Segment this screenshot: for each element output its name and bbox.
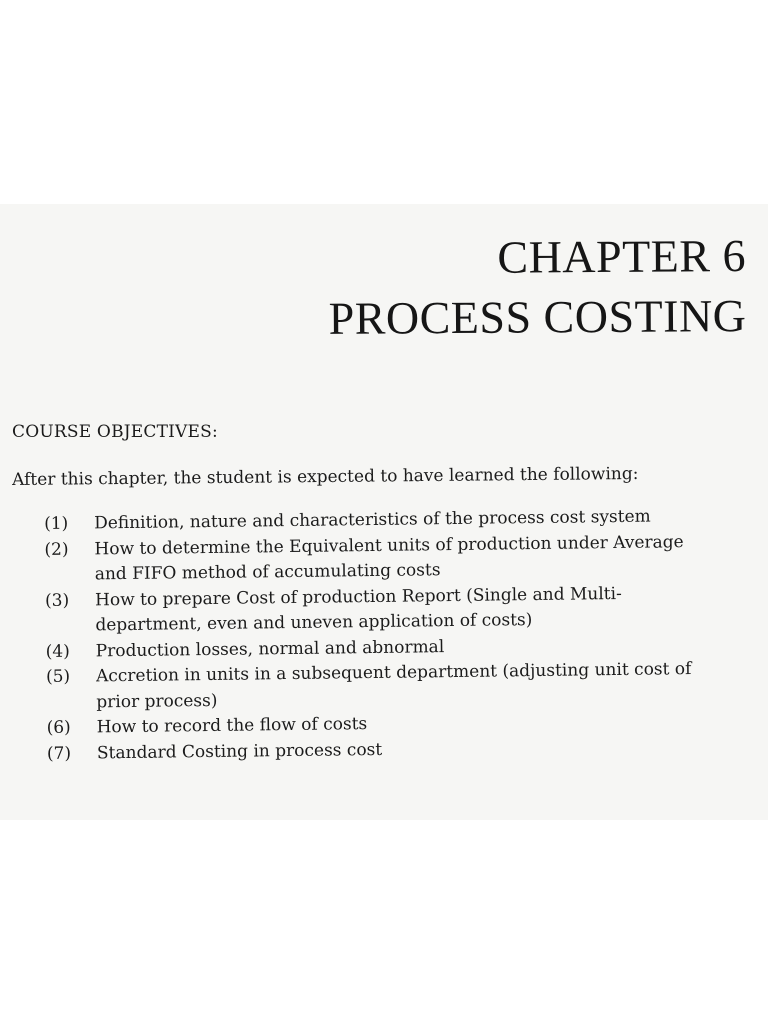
- objective-text: How to record the flow of costs: [96, 714, 368, 738]
- objective-number: (3): [44, 590, 70, 611]
- chapter-heading: [328, 226, 747, 349]
- objective-number: (7): [46, 743, 72, 764]
- chapter-number: CHAPTER 6: [497, 229, 747, 283]
- objective-text: Definition, nature and characteristics of the process cost system: [94, 506, 651, 534]
- objective-number: (2): [44, 539, 69, 560]
- intro-sentence: After this chapter, the student is expected to have learned the following:: [12, 463, 639, 490]
- objective-text: Production losses, normal and abnormal: [95, 636, 445, 661]
- objective-text: How to prepare Cost of production Report (Single and Multi- department, even and uneven application of costs): [94, 583, 622, 636]
- course-objectives-heading: COURSE OBJECTIVES:: [12, 422, 218, 442]
- objective-text: Standard Costing in process cost: [96, 739, 383, 763]
- objective-number: (1): [44, 513, 69, 534]
- chapter-title: PROCESS COSTING: [328, 289, 747, 344]
- objective-item: [44, 529, 765, 589]
- objective-number: (5): [45, 666, 71, 687]
- objective-number: (4): [45, 641, 70, 662]
- objective-text: Accretion in units in a subsequent department (adjusting unit cost of prior process): [95, 659, 692, 712]
- objective-number: (6): [46, 717, 71, 738]
- objective-item: [46, 656, 767, 716]
- objective-item: [45, 580, 766, 640]
- objectives-list: [44, 503, 767, 767]
- objective-text: How to determine the Equivalent units of production under Average and FIFO method of accumulating costs: [94, 531, 684, 585]
